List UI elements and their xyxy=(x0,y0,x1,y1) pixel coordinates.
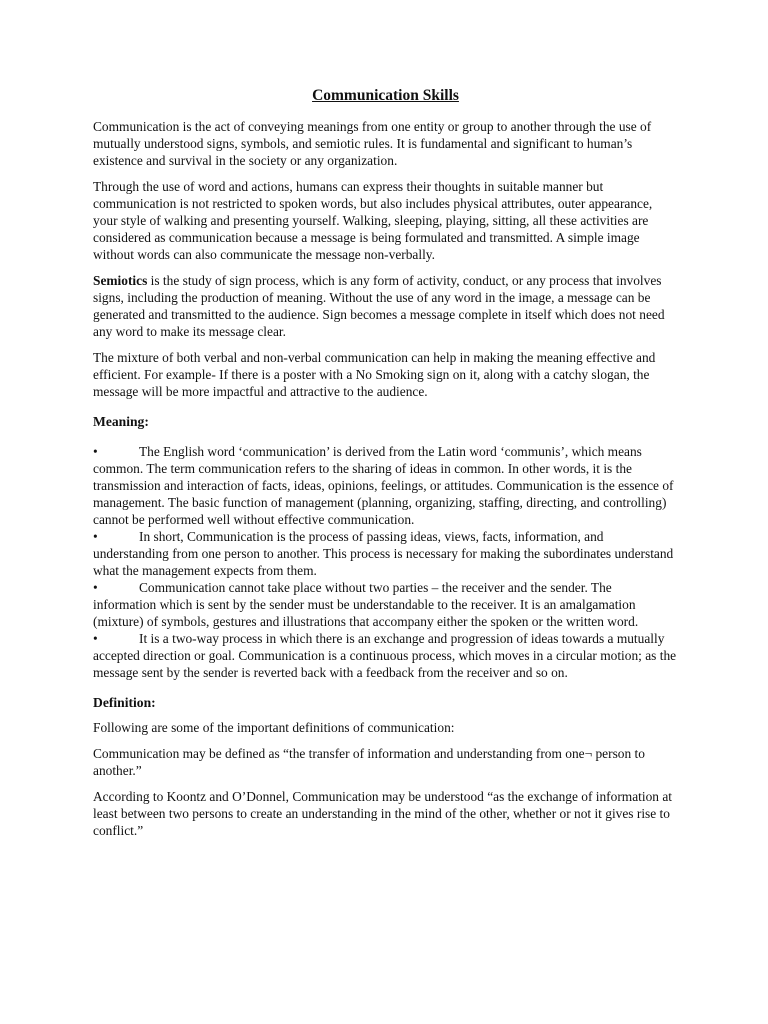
meaning-heading: Meaning: xyxy=(93,414,149,429)
meaning-bullet-2 xyxy=(93,528,678,579)
bullet-icon: • xyxy=(93,580,98,595)
definition-paragraph-3: According to Koontz and O’Donnel, Communication may be understood “as the exchange of information at least between two persons to create an understanding in the mind of the other, whether or not it gives rise to conflict.” xyxy=(93,789,672,838)
bullet-icon: • xyxy=(93,444,98,459)
meaning-bullet-4 xyxy=(93,630,678,681)
meaning-bullet-1 xyxy=(93,443,678,528)
semiotics-text: is the study of sign process, which is any form of activity, conduct, or any process that involves signs, including the production of meaning. Without the use of any word in the image, a message can be generated and transmitted to the audience. Sign becomes a message complete in itself which does not need any word to make its message clear. xyxy=(93,273,665,339)
bullet-icon: • xyxy=(93,529,98,544)
semiotics-paragraph xyxy=(93,272,678,340)
definition-heading: Definition: xyxy=(93,695,156,710)
definition-paragraph-1: Following are some of the important definitions of communication: xyxy=(93,720,455,735)
bullet-text: In short, Communication is the process of passing ideas, views, facts, information, and understanding from one person to another. This process is necessary for making the subordinates understand what the management expects from them. xyxy=(93,529,674,578)
intro-paragraph-1: Communication is the act of conveying meanings from one entity or group to another through the use of mutually understood signs, symbols, and semiotic rules. It is fundamental and significant to human’s existence and survival in the society or any organization. xyxy=(93,119,652,168)
meaning-bullet-list xyxy=(93,443,678,681)
bullet-text: The English word ‘communication’ is derived from the Latin word ‘communis’, which means common. The term communication refers to the sharing of ideas in common. In other words, it is the transmission and interaction of facts, ideas, opinions, feelings, or attitudes. Communication is the essence of management. The basic function of management (planning, organizing, staffing, directing, and controlling) cannot be performed well without effective communication. xyxy=(93,444,674,527)
meaning-bullet-3 xyxy=(93,579,678,630)
document-page xyxy=(93,86,678,848)
mixture-paragraph: The mixture of both verbal and non-verbal communication can help in making the meaning effective and efficient. For example- If there is a poster with a No Smoking sign on it, along with a catchy slogan, the message will be more impactful and attractive to the audience. xyxy=(93,350,656,399)
semiotics-term: Semiotics xyxy=(93,273,148,288)
definition-paragraph-2: Communication may be defined as “the transfer of information and understanding from one¬ person to another.” xyxy=(93,746,645,778)
document-title: Communication Skills xyxy=(312,87,459,104)
bullet-text: Communication cannot take place without two parties – the receiver and the sender. The information which is sent by the sender must be understandable to the receiver. It is an amalgamation (mixture) of symbols, gestures and illustrations that accompany either the spoken or the written word. xyxy=(93,580,639,629)
bullet-icon: • xyxy=(93,631,98,646)
intro-paragraph-2: Through the use of word and actions, humans can express their thoughts in suitable manner but communication is not restricted to spoken words, but also includes physical attributes, outer appearance, your style of walking and presenting yourself. Walking, sleeping, playing, sitting, all these activities are considered as communication because a message is being formulated and transmitted. A simple image without words can also communicate the message non-verbally. xyxy=(93,179,653,262)
bullet-text: It is a two-way process in which there is an exchange and progression of ideas towards a mutually accepted direction or goal. Communication is a continuous process, which moves in a circular motion; as the message sent by the sender is reverted back with a feedback from the receiver and so on. xyxy=(93,631,677,680)
